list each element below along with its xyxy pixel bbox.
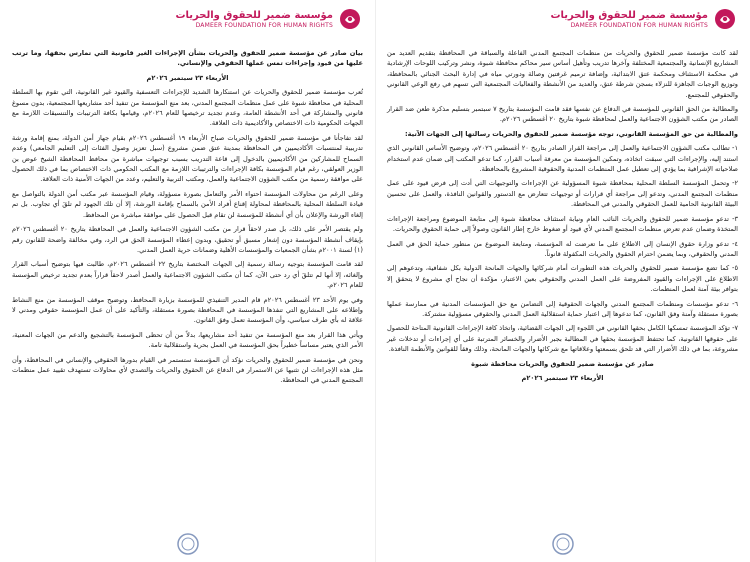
paragraph: ٤- تدعو وزارة حقوق الإنسان إلى الاطلاع على ما تعرضت له المؤسسة، ومتابعة الموضوع من منظور حماية الحق في العمل المدني والحقوقي، وبما يضمن احترام الحقوق والحريات المكفولة قانوناً.	[387, 239, 738, 258]
paragraph: ولم يقتصر الأمر على ذلك، بل صدر لاحقاً قرار من مكتب الشؤون الاجتماعية والعمل في المحافظة بتاريخ ٢٠ أغسطس ٢٠٢٦م بإيقاف أنشطة المؤسسة دون إشعار مسبق أو تحقيق، وبدون إعطاء المؤسسة الحق في الرد، وفي مخالفة واضحة للقانون رقم (١) لسنة ٢٠٠١م بشأن الجمعيات والمؤسسات الأهلية وضمانات حرية العمل المدني.	[12, 225, 363, 254]
paragraph: ٥- كما تضع مؤسسة ضمير للحقوق والحريات هذه التطورات أمام شركائها والجهات المانحة الدولية بكل شفافية، وتدعوهم إلى الاطلاع على الإجراءات والقيود المفروضة على العمل المدني والحقوقي بعين الاعتبار، مؤكدة أن نجاح أي مشروع لا يتحقق إلا بتوافر بيئة آمنة لعمل المنظمات.	[387, 264, 738, 294]
paragraph: وعلى الرغم من محاولات المؤسسة احتواء الأمر والتعامل بصورة مسؤولة، وقيام المؤسسة عبر مكتب أمن الدولة بالتواصل مع قيادة السلطة المحلية بالمحافظة لمحاولة إقناع أفراد الأمن بالسماح بإقامة الورشة، إلا أن تلك الجهود لم تلقَ أي تجاوب. بل تم إلغاء الورشة والإعلان بأن أي أنشطة للمؤسسة لن تقام قبل الحصول على موافقة مباشرة من المحافظ.	[12, 189, 363, 219]
foundation-logo-icon	[714, 8, 736, 30]
statement-page-1	[375, 0, 750, 562]
organization-name-arabic: مؤسسة ضمير للحقوق والحريات	[550, 10, 708, 21]
page-header	[387, 4, 738, 48]
paragraph: ٣- تدعو مؤسسة ضمير للحقوق والحريات النائب العام ونيابة استئناف محافظة شبوة إلى متابعة الموضوع ومراجعة الإجراءات المتخذة وضمان عدم تعرض منظمات المجتمع المدني لأي قيود أو ضغوط خارج إطار القانون وصولاً إلى حماية الحقوق والحريات.	[387, 214, 738, 234]
paragraph: تُعرب مؤسسة ضمير للحقوق والحريات عن استنكارها الشديد للإجراءات التعسفية والقيود غير القانونية، التي تقوم بها السلطة المحلية في محافظة شبوة على عمل منظمات المجتمع المدني، بعد منع المؤسسة من تنفيذ أحد مشاريعها المجتمعية، بدون مسوغ قانوني والمشاركة في أحد الأنشطة العامة، وعدم تجديد ترخيصها للعام ٢٠٢٦م، وقيامها بكافة الترتيبات والتنسيقات اللازمة مع الجهات الحكومية ذات الاختصاص والأكاديمية ذات العلاقة.	[12, 88, 364, 128]
stamp-icon	[176, 532, 200, 556]
paragraph: ٦- تدعو مؤسسات ومنظمات المجتمع المدني والجهات الحقوقية إلى التضامن مع حق المؤسسات المدنية في ممارسة عملها بصورة مستقلة وآمنة وفق القانون، كما تدعوها إلى اعتبار حماية استقلالية العمل المدني والحقوقي مسؤولية مشتركة.	[387, 299, 738, 318]
paragraph: ٢- وتحمل المؤسسة السلطة المحلية بمحافظة شبوة المسؤولية عن الإجراءات والتوجيهات التي أدت إلى فرض قيود على عمل منظمات المجتمع المدني، وتدعو إلى مراجعة أي قرارات أو توجيهات تتعارض مع الدستور والقوانين النافذة، والعمل على تحسين البيئة القانونية الحامية للعمل الحقوقي والمدني في المحافظة.	[387, 179, 738, 209]
paragraph: ٧- تؤكد المؤسسة تمسكها الكامل بحقها القانوني في اللجوء إلى الجهات القضائية، واتخاذ كافة الإجراءات القانونية المتاحة للحصول على حقوقها القانونية، كما تحتفظ المؤسسة بحقها في المطالبة بجبر الأضرار والخسائر المترتبة على أي إجراءات أو تدخلات غير مشروعة، بما في ذلك الأضرار التي قد تلحق بسمعتها وعلاقاتها مع شركائها والجهات المانحة، وذلك وفقاً للقوانين والأنظمة النافذة.	[387, 324, 738, 354]
paragraph: لقد تفاجأنا في مؤسسة ضمير للحقوق والحريات صباح الأربعاء ١٩ أغسطس ٢٠٢٦م بقيام جهاز أمن الدولة، بمنع إقامة ورشة تدريبية لمنتسبات الأكاديميين في المحافظة بمدينة عتق ضمن مشروع (سبل تعزيز وصول الفئات إلى التعليم الجامعي) وعدم السماح للمشاركين من الأكاديميين بالدخول إلى قاعة التدريب بسبب توجيهات مباشرة من محافظ المحافظة الشيخ عوض بن الوزير العولقي، رغم قيام المؤسسة بكافة الإجراءات والترتيبات اللازمة مع المكتب الحكومي ذات الاختصاص بما في ذلك الحصول على موافقة رسمية من مكتب الشؤون الاجتماعية والعمل، ومكتب التربية والتعليم، وعدد من الجهات الأمنية ذات العلاقة.	[12, 133, 363, 184]
paragraph: لقد كانت مؤسسة ضمير للحقوق والحريات من منظمات المجتمع المدني الفاعلة والسباقة في المحافظة بتقديم العديد من المشاريع الإنسانية والمجتمعية المختلفة وآخرها تدريب وتأهيل أساس سير محاكم محافظة شبوة، ونشر وتركيب اللوحات الإرشادية في محكمة الاستئناف ومحكمة عتق الابتدائية، وإضافة ترميم غرفتين وصالة ودورتي مياه في إدارة البحث الجنائي بالمحافظة، وتوزيع الوجبات الجاهزة للنزلاء بسجن شرطة عتق، والعديد من الأنشطة والفعاليات المجتمعية التي تسهم في رفع الوعي القانوني والحقوقي للمجتمع.	[387, 49, 738, 99]
organization-name	[551, 10, 709, 30]
closing-line: صادر عن مؤسسة ضمير للحقوق والحريات محافظة شبوة	[471, 359, 654, 368]
organization-name-english: DAMEER FOUNDATION FOR HUMAN RIGHTS	[195, 22, 333, 29]
statement-date: الأربعاء ٢٣ سبتمبر ٢٠٢٦م	[146, 73, 229, 82]
organization-name	[176, 10, 334, 30]
paragraph: ونحن في مؤسسة ضمير للحقوق والحريات نؤكد أن المؤسسة ستستمر في القيام بدورها الحقوقي والإنساني في المحافظة، وأن مثل هذه الإجراءات لن تثنيها عن الاستمرار في الدفاع عن الحقوق والحريات والتصدي لأي محاولات تستهدف تقييد عمل منظمات المجتمع المدني في المحافظة.	[12, 355, 363, 385]
paragraph: ويأتي هذا القرار بعد منع المؤسسة من تنفيذ أحد مشاريعها، بدلاً من أن تحظى المؤسسة بالتشجيع والدعم من الجهات المعنية، الأمر الذي يعتبر مساساً خطيراً بحق المؤسسة في العمل بحرية واستقلالية تامة.	[12, 330, 363, 350]
paragraph: وفي يوم الأحد ٢٣ أغسطس ٢٠٢٦م قام المدير التنفيذي للمؤسسة بزيارة المحافظ، وتوضيح موقف المؤسسة من منع النشاط وإطلاعه على المشاريع التي تنفذها المؤسسة في المحافظة بصورة مستقلة، والتأكيد على أن عمل المؤسسة حقوقي ومدني لا علاقة له بأي طرف سياسي، وأن المؤسسة تعمل وفق القانون.	[12, 295, 363, 325]
paragraph: لقد قامت المؤسسة بتوجيه رسالة رسمية إلى الجهات المختصة بتاريخ ٢٢ أغسطس ٢٠٢٦م، طالبت فيها بتوضيح أسباب القرار وإلغائه، إلا أنها لم تتلقَ أي رد حتى الآن، كما أن مكتب الشؤون الاجتماعية والعمل أصدر لاحقاً قراراً بعدم تجديد ترخيص المؤسسة للعام ٢٠٢٦م.	[12, 260, 363, 290]
statement-title: بيان صادر عن مؤسسة ضمير للحقوق والحريات بشأن الإجراءات الغير قانونية التي تمارس بحقها، وما ترتب عليها من قيود وإجراءات تمس عملها الحقوقي والإنساني.	[12, 49, 363, 68]
paragraph: والمطالبة من الحق القانوني للمؤسسة في الدفاع عن نفسها فقد قامت المؤسسة بتاريخ ٧ سبتمبر بتسليم مذكرة طعن ضد القرار الصادر من مكتب الشؤون الاجتماعية والعمل لمحافظة شبوة بتاريخ ٢٠ أغسطس ٢٠٢٦م.	[387, 105, 738, 124]
paragraph: والمطالبة من حق المؤسسة القانوني، توجه مؤسسة ضمير للحقوق والحريات رسالتها إلى الجهات الآتية:	[405, 129, 738, 138]
foundation-logo-icon	[339, 8, 361, 30]
statement-body	[387, 48, 738, 383]
stamp-icon	[551, 532, 575, 556]
statement-body	[12, 48, 363, 386]
page-header	[12, 4, 363, 48]
paragraph: ١- تطالب مكتب الشؤون الاجتماعية والعمل إلى مراجعة القرار الصادر بتاريخ ٢٠ أغسطس ٢٠٢٦م، وتوضيح الأساس القانوني الذي استند إليه، والإجراءات التي سبقت اتخاذه، وتمكين المؤسسة من معرفة أسباب القرار، كما تدعو المكتب إلى ضمان عدم استخدام صلاحياته الإشرافية بما يؤدي إلى تعطيل عمل المنظمات المدنية والحقوقية المشروع بالمحافظة.	[387, 144, 738, 174]
organization-name-arabic: مؤسسة ضمير للحقوق والحريات	[175, 10, 333, 21]
statement-date: الأربعاء ٢٣ سبتمبر ٢٠٢٦م	[521, 373, 604, 382]
organization-name-english: DAMEER FOUNDATION FOR HUMAN RIGHTS	[570, 22, 708, 29]
